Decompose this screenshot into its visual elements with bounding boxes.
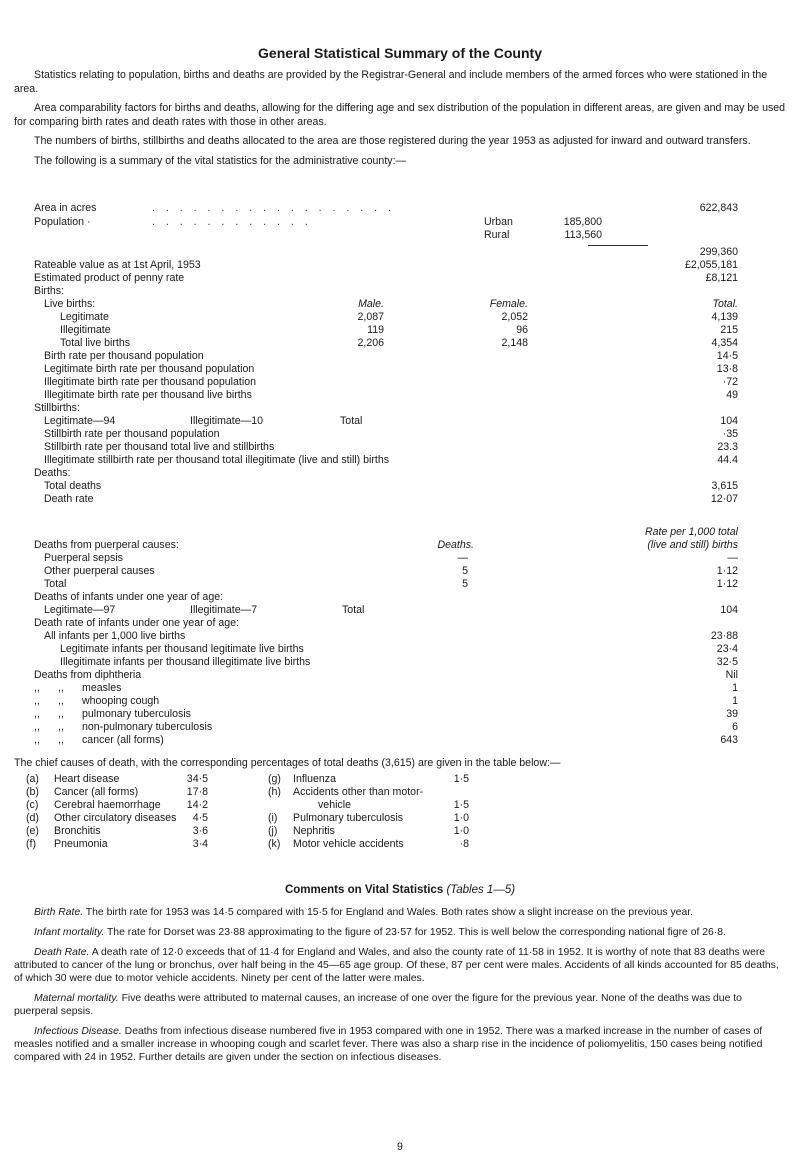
infant-deaths-heading: Deaths of infants under one year of age: bbox=[34, 591, 224, 603]
ditto-mark: ,, bbox=[58, 708, 64, 720]
cause-label: Pulmonary tuberculosis bbox=[293, 812, 404, 824]
comments-title bbox=[0, 884, 800, 896]
col-female: Female. bbox=[489, 298, 528, 310]
comment-text: The birth rate for 1953 was 14·5 compared with 15·5 for England and Wales. Both rates show a slight increase on the previous year. bbox=[83, 907, 694, 918]
cause-key: (f) bbox=[26, 838, 36, 850]
all-infants-label: All infants per 1,000 live births bbox=[44, 630, 186, 642]
cause-value: 3·6 bbox=[192, 825, 208, 837]
ditto-mark: ,, bbox=[34, 721, 40, 733]
rate-header: (live and still) births bbox=[647, 539, 738, 551]
population-total: 299,360 bbox=[699, 246, 738, 258]
comment-paragraph bbox=[14, 992, 786, 1018]
cause-value: 1·0 bbox=[453, 825, 469, 837]
ditto-mark: ,, bbox=[34, 734, 40, 746]
other-puerperal-rate: 1·12 bbox=[716, 565, 738, 577]
intro-text bbox=[14, 69, 786, 168]
still-illegit: Illegitimate—10 bbox=[190, 415, 264, 427]
cause-label: Cerebral haemorrhage bbox=[54, 799, 161, 811]
cause-label: Heart disease bbox=[54, 773, 120, 785]
infant-rate-heading: Death rate of infants under one year of age: bbox=[34, 617, 239, 629]
cause-value: ·8 bbox=[459, 838, 469, 850]
comment-heading: Maternal mortality. bbox=[34, 993, 119, 1004]
cause-label: Cancer (all forms) bbox=[54, 786, 139, 798]
penny-rate-label: Estimated product of penny rate bbox=[34, 272, 185, 284]
comment-heading: Birth Rate. bbox=[34, 907, 84, 918]
sepsis-rate: — bbox=[727, 552, 738, 564]
legit-birth-rate-label: Legitimate birth rate per thousand population bbox=[44, 363, 255, 375]
page-title: General Statistical Summary of the County bbox=[258, 45, 542, 61]
whooping-value: 1 bbox=[732, 695, 738, 707]
urban-label: Urban bbox=[484, 216, 513, 228]
col-male: Male. bbox=[358, 298, 384, 310]
ditto-mark: ,, bbox=[34, 708, 40, 720]
ditto-mark: ,, bbox=[58, 721, 64, 733]
illegit-label: Illegitimate bbox=[60, 324, 111, 336]
comments-title-paren: (Tables 1—5) bbox=[446, 884, 516, 896]
rateable-value: £2,055,181 bbox=[684, 259, 738, 271]
legit-infants-label: Legitimate infants per thousand legitimate live births bbox=[60, 643, 304, 655]
comment-text: Deaths from infectious disease numbered five in 1953 compared with one in 1952. There was a marked increase in the number of cases of measles notified and a smaller increase in whooping cough and scarlet fever. There was also a sharp rise in the incidence of poliomyelitis, 150 cases being notified compared with 24 in 1952. Further details are given under the section on infectious diseases. bbox=[14, 1026, 763, 1063]
cause-label: Other circulatory diseases bbox=[54, 812, 177, 824]
ditto-mark: ,, bbox=[34, 682, 40, 694]
cause-label: Pneumonia bbox=[54, 838, 108, 850]
cause-key: (a) bbox=[26, 773, 39, 785]
cause-value: 4·5 bbox=[192, 812, 208, 824]
rateable-label: Rateable value as at 1st April, 1953 bbox=[34, 259, 201, 271]
deaths-heading: Deaths: bbox=[34, 467, 71, 479]
comment-heading: Infant mortality. bbox=[34, 927, 105, 938]
measles-value: 1 bbox=[732, 682, 738, 694]
population-label: Population · bbox=[34, 216, 91, 228]
still-total-value: 104 bbox=[720, 415, 738, 427]
death-rate-value: 12·07 bbox=[710, 493, 738, 505]
total-live-male: 2,206 bbox=[357, 337, 384, 349]
cause-label: Bronchitis bbox=[54, 825, 101, 837]
comments-body bbox=[14, 906, 786, 1071]
legit-female: 2,052 bbox=[501, 311, 528, 323]
diphtheria-label: Deaths from diphtheria bbox=[34, 669, 142, 681]
cause-value: 3·4 bbox=[192, 838, 208, 850]
cause-label: Nephritis bbox=[293, 825, 335, 837]
area-label: Area in acres bbox=[34, 202, 97, 214]
still-live-rate-label: Stillbirth rate per thousand total live and stillbirths bbox=[44, 441, 275, 453]
illegit-live-rate-label: Illegitimate birth rate per thousand live births bbox=[44, 389, 252, 401]
diphtheria-value: Nil bbox=[725, 669, 738, 681]
cancer-label: cancer (all forms) bbox=[82, 734, 164, 746]
cause-key: (c) bbox=[26, 799, 39, 811]
urban-value: 185,800 bbox=[563, 216, 602, 228]
infant-illegit: Illegitimate—7 bbox=[190, 604, 258, 616]
birth-rate-label: Birth rate per thousand population bbox=[44, 350, 204, 362]
cause-value: 14·2 bbox=[186, 799, 208, 811]
measles-label: measles bbox=[82, 682, 122, 694]
stillbirths-heading: Stillbirths: bbox=[34, 402, 80, 414]
illegit-male: 119 bbox=[367, 324, 384, 336]
cause-key: (e) bbox=[26, 825, 39, 837]
illegit-still-value: 44.4 bbox=[717, 454, 738, 466]
infant-legit: Legitimate—97 bbox=[44, 604, 116, 616]
nonpulm-tb-value: 6 bbox=[732, 721, 738, 733]
total-live-label: Total live births bbox=[60, 337, 131, 349]
cause-key: (k) bbox=[268, 838, 281, 850]
total-live-female: 2,148 bbox=[501, 337, 528, 349]
comment-paragraph bbox=[14, 946, 786, 985]
intro-paragraph: The numbers of births, stillbirths and deaths allocated to the area are those registered during the year 1953 as adjusted for inward and outward transfers. bbox=[34, 135, 751, 147]
comments-title-main: Comments on Vital Statistics bbox=[284, 884, 444, 896]
rate-header: Rate per 1,000 total bbox=[644, 526, 738, 538]
cause-label: Motor vehicle accidents bbox=[293, 838, 404, 850]
other-puerperal-deaths: 5 bbox=[462, 565, 468, 577]
live-births-label: Live births: bbox=[44, 298, 96, 310]
rural-value: 113,560 bbox=[564, 229, 602, 241]
intro-paragraph: Area comparability factors for births and deaths, allowing for the differing age and sex distribution of the population in different areas, are given and may be used for comparing birth rates and death rates with those in other areas. bbox=[14, 102, 786, 128]
penny-rate-value: £8,121 bbox=[705, 272, 738, 284]
total-deaths-value: 3,615 bbox=[711, 480, 738, 492]
comment-paragraph bbox=[14, 1025, 786, 1064]
illegit-live-rate-value: 49 bbox=[726, 389, 738, 401]
cause-key: (d) bbox=[26, 812, 39, 824]
col-total: Total. bbox=[712, 298, 738, 310]
still-legit: Legitimate—94 bbox=[44, 415, 116, 427]
leader-dots: . . . . . . . . . . . . bbox=[152, 216, 312, 228]
legit-label: Legitimate bbox=[60, 311, 109, 323]
cause-value: 1·5 bbox=[453, 773, 469, 785]
whooping-label: whooping cough bbox=[82, 695, 160, 707]
cause-value: 1·0 bbox=[453, 812, 469, 824]
rule bbox=[588, 245, 648, 246]
page-number: 9 bbox=[397, 1141, 403, 1153]
illegit-infants-value: 32·5 bbox=[716, 656, 738, 668]
births-heading: Births: bbox=[34, 285, 65, 297]
birth-rate-value: 14·5 bbox=[716, 350, 738, 362]
pulm-tb-value: 39 bbox=[726, 708, 738, 720]
ditto-mark: ,, bbox=[58, 682, 64, 694]
infant-total-label: Total bbox=[342, 604, 365, 616]
puerperal-total-rate: 1·12 bbox=[716, 578, 738, 590]
cause-value: 17·8 bbox=[186, 786, 208, 798]
nonpulm-tb-label: non-pulmonary tuberculosis bbox=[82, 721, 213, 733]
comment-heading: Death Rate. bbox=[34, 947, 90, 958]
deaths-col-header: Deaths. bbox=[437, 539, 474, 551]
still-live-rate-value: 23.3 bbox=[717, 441, 738, 453]
legit-total: 4,139 bbox=[711, 311, 738, 323]
puerperal-label: Deaths from puerperal causes: bbox=[34, 539, 179, 551]
all-infants-value: 23·88 bbox=[710, 630, 738, 642]
total-deaths-label: Total deaths bbox=[44, 480, 102, 492]
cause-key: (g) bbox=[268, 773, 281, 785]
legit-birth-rate-value: 13·8 bbox=[716, 363, 738, 375]
sepsis-deaths: — bbox=[457, 552, 468, 564]
legit-male: 2,087 bbox=[357, 311, 384, 323]
pulm-tb-label: pulmonary tuberculosis bbox=[82, 708, 191, 720]
still-rate-value: ·35 bbox=[722, 428, 738, 440]
illegit-infants-label: Illegitimate infants per thousand illegitimate live births bbox=[60, 656, 311, 668]
sepsis-label: Puerperal sepsis bbox=[44, 552, 123, 564]
ditto-mark: ,, bbox=[34, 695, 40, 707]
cause-label: vehicle bbox=[318, 799, 351, 811]
other-puerperal-label: Other puerperal causes bbox=[44, 565, 155, 577]
cause-label: Influenza bbox=[293, 773, 336, 785]
cause-value: 1·5 bbox=[453, 799, 469, 811]
ditto-mark: ,, bbox=[58, 695, 64, 707]
illegit-still-label: Illegitimate stillbirth rate per thousand total illegitimate (live and still) births bbox=[44, 454, 390, 466]
cause-key: (h) bbox=[268, 786, 281, 798]
cause-value: 34·5 bbox=[186, 773, 208, 785]
illegit-total: 215 bbox=[720, 324, 738, 336]
puerperal-total-label: Total bbox=[44, 578, 67, 590]
comment-text: A death rate of 12·0 exceeds that of 11·4 for England and Wales, and also the county rate of 11·58 in 1952. It is worthy of note that 83 deaths were attributed to cancer of the lung or bronchus, over half being in the 45—65 age group. Of these, 87 per cent were males. Accidents of all kinds accounted for 85 deaths, of which 30 were due to motor vehicle accidents. Ninety per cent of the latter were males. bbox=[14, 947, 779, 984]
illegit-female: 96 bbox=[516, 324, 528, 336]
comment-paragraph bbox=[14, 926, 786, 939]
total-live-total: 4,354 bbox=[711, 337, 738, 349]
cancer-value: 643 bbox=[720, 734, 738, 746]
intro-paragraph: The following is a summary of the vital statistics for the administrative county:— bbox=[34, 154, 407, 167]
comment-heading: Infectious Disease. bbox=[34, 1026, 122, 1037]
cause-key: (b) bbox=[26, 786, 39, 798]
cause-key: (j) bbox=[268, 825, 278, 837]
illegit-birth-rate-value: ·72 bbox=[722, 376, 738, 388]
still-total-label: Total bbox=[340, 415, 363, 427]
death-rate-label: Death rate bbox=[44, 493, 94, 505]
puerperal-total-deaths: 5 bbox=[462, 578, 468, 590]
cause-label: Accidents other than motor- bbox=[293, 786, 424, 798]
intro-paragraph: Statistics relating to population, births and deaths are provided by the Registrar-General and include members of the armed forces who were stationed in the area. bbox=[14, 69, 768, 95]
infant-total-value: 104 bbox=[720, 604, 738, 616]
comment-text: Five deaths were attributed to maternal causes, an increase of one over the figure for the previous year. None of the deaths was due to puerperal sepsis. bbox=[14, 993, 742, 1017]
cause-key: (i) bbox=[268, 812, 278, 824]
area-value: 622,843 bbox=[699, 202, 738, 214]
ditto-mark: ,, bbox=[58, 734, 64, 746]
causes-intro: The chief causes of death, with the corresponding percentages of total deaths (3,615) are given in the table below:— bbox=[14, 757, 561, 769]
still-rate-label: Stillbirth rate per thousand population bbox=[44, 428, 220, 440]
legit-infants-value: 23·4 bbox=[716, 643, 738, 655]
leader-dots: . . . . . . . . . . . . . . . . . . bbox=[152, 202, 396, 214]
illegit-birth-rate-label: Illegitimate birth rate per thousand population bbox=[44, 376, 257, 388]
rural-label: Rural bbox=[484, 229, 510, 241]
comment-paragraph bbox=[14, 906, 786, 919]
comment-text: The rate for Dorset was 23·88 approximating to the figure of 23·57 for 1952. This is well below the corresponding national figre of 26·8. bbox=[104, 927, 726, 938]
